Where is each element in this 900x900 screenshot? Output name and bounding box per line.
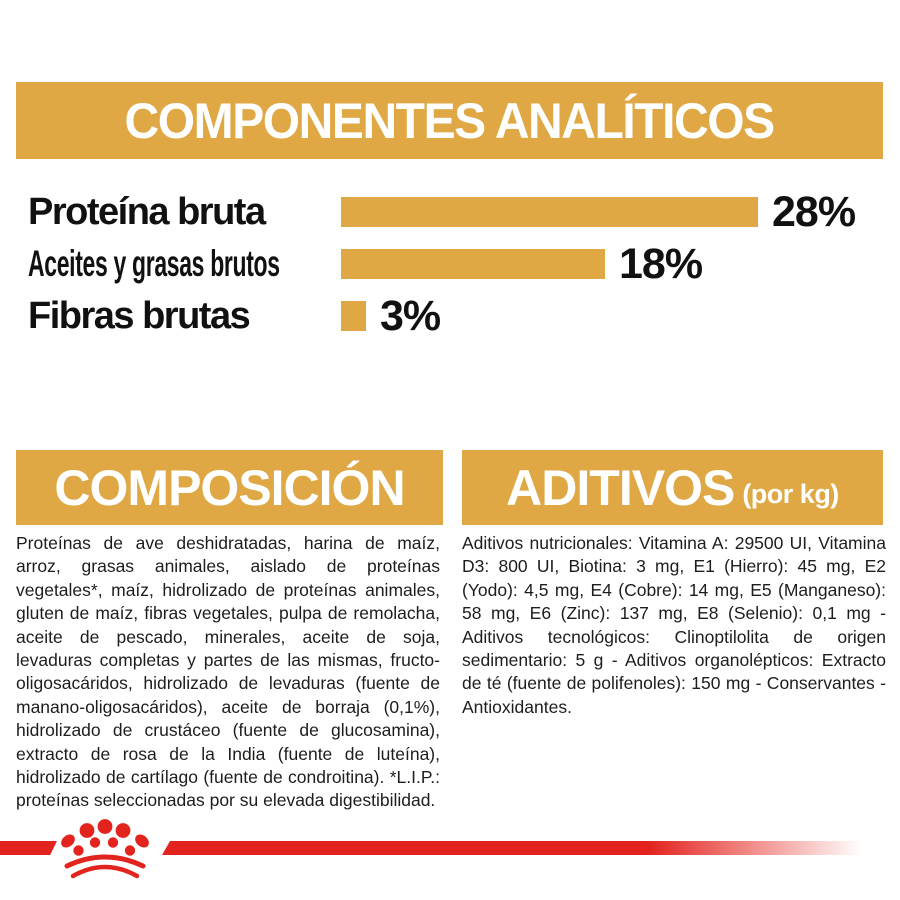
nutrient-value-label: 3% (380, 291, 441, 340)
footer-red-band-right (162, 841, 900, 855)
footer-red-band-left (0, 841, 57, 855)
nutrient-value-label: 28% (772, 187, 856, 236)
nutrient-bar-row (28, 290, 888, 342)
nutrient-bar-chart (28, 186, 888, 342)
royal-canin-crown-icon (57, 819, 153, 885)
composition-banner (16, 450, 443, 525)
nutrient-label: Aceites y grasas brutos (28, 243, 280, 284)
nutrient-bar-row (28, 186, 888, 238)
additives-title-suffix: (por kg) (742, 479, 839, 509)
nutrient-bar (341, 249, 605, 279)
additives-title: ADITIVOS (506, 459, 735, 516)
nutrient-bar (341, 301, 366, 331)
nutrient-label: Proteína bruta (28, 190, 265, 233)
analytical-components-banner (16, 82, 883, 159)
analytical-components-title: COMPONENTES ANALÍTICOS (124, 92, 775, 149)
nutrient-bar-row (28, 238, 888, 290)
additives-text: Aditivos nutricionales: Vitamina A: 29500 UI, Vitamina D3: 800 UI, Biotina: 3 mg, E1 (Hierro): 45 mg, E2 (Yodo): 4,5 mg, E4 (Cobre): 14 mg, E5 (Manganeso): 58 mg, E6 (Zinc): 137 mg, E8 (Selenio): 0,1 mg - Aditivos tecnológicos: Clinoptilolita de origen sedimentario: 5 g - Aditivos organolépticos: Extracto de té (fuente de polifenoles): 150 mg - Conservantes - Antioxidantes. (462, 533, 886, 717)
composition-text: Proteínas de ave deshidratadas, harina de maíz, arroz, grasas animales, aislado de proteínas vegetales*, maíz, hidrolizado de proteínas animales, gluten de maíz, fibras vegetales, pulpa de remolacha, aceite de pescado, minerales, aceite de soja, levaduras completas y partes de las mismas, fructo-oligosacáridos, hidrolizado de levaduras (fuente de manano-oligosacáridos), aceite de borraja (0,1%), hidrolizado de crustáceo (fuente de glucosamina), extracto de rosa de la India (fuente de luteína), hidrolizado de cartílago (fuente de condroitina). *L.I.P.: proteínas seleccionadas por su elevada digestibilidad. (16, 533, 440, 811)
nutrient-value-label: 18% (619, 239, 703, 288)
composition-title: COMPOSICIÓN (54, 459, 405, 516)
additives-banner (462, 450, 883, 525)
nutrient-label: Fibras brutas (28, 294, 250, 337)
nutrient-bar (341, 197, 758, 227)
